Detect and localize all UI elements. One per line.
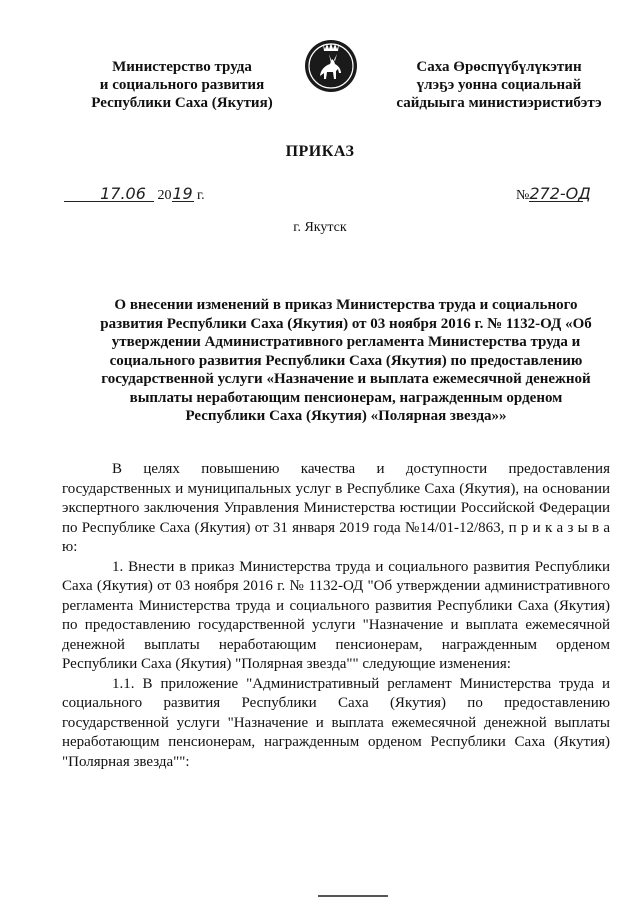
ministry-name-line: үлэҕэ уонна социальнай: [416, 77, 582, 93]
body-paragraph: 1.1. В приложение "Административный регламент Министерства труда и социального развития Республики Саха (Якутия) по предоставлению государственной услуги "Назначение и выплата ежемесячной денежной выплаты неработающим пенсионерам, награжденным орденом Республики Саха (Якутия) "Полярная звезда"":: [62, 675, 610, 770]
date-suffix: г.: [197, 188, 205, 203]
date-day-month: 17.06: [64, 186, 154, 202]
order-date: [64, 186, 205, 204]
body-paragraph: В целях повышению качества и доступности предоставления государственных и муниципальных услуг в Республике Саха (Якутия), на основании экспертного заключения Управления Министерства юстиции Российской Федерации по Республике Саха (Якутия) от 31 января 2019 года №14/01-12/863, п р и к а з ы в а ю:: [62, 461, 610, 555]
order-subject: О внесении изменений в приказ Министерства труда и социального развития Республики Саха (Якутия) от 03 ноября 2016 г. № 1132-ОД «Об утверждении Административного регламента Министерства труда и социального развития Республики Саха (Якутия) по предоставлению государственной услуги «Назначение и выплата ежемесячной денежной выплаты неработающим пенсионерам, награжденным орденом Республики Саха (Якутия) «Полярная звезда»»: [100, 297, 592, 424]
order-number: [516, 184, 591, 204]
number-value: 272-ОД: [529, 184, 591, 203]
date-year-suffix: 19: [172, 184, 193, 203]
ministry-name-line: сайдыыга министиэристибэтэ: [396, 95, 602, 111]
scan-artifact-line: [318, 895, 388, 897]
body-paragraph: 1. Внести в приказ Министерства труда и социального развития Республики Саха (Якутия) от 03 ноября 2016 г. № 1132-ОД "Об утверждении административного регламента Министерства труда и социального развития Республики Саха (Якутия) по предоставлению государственной услуги "Назначение и выплата ежемесячной денежной выплаты неработающим пенсионерам, награжденным орденом Республики Саха (Якутия) "Полярная звезда"" следующие изменения:: [62, 558, 610, 672]
sakha-coat-of-arms-icon: [303, 38, 359, 94]
document-type-title: ПРИКАЗ: [285, 143, 355, 160]
ministry-name-line: Министерство труда: [112, 59, 252, 75]
date-year-prefix: 20: [157, 188, 172, 203]
ministry-name-line: Саха Өрөспүүбүлүкэтин: [416, 59, 582, 75]
ministry-name-line: Республики Саха (Якутия): [91, 95, 273, 111]
ministry-name-line: и социального развития: [99, 77, 265, 93]
ministry-name-russian: [82, 58, 282, 112]
number-sign: №: [516, 188, 530, 203]
issue-city: г. Якутск: [293, 220, 347, 235]
ministry-name-sakha: [390, 58, 608, 112]
order-body: [62, 460, 610, 772]
